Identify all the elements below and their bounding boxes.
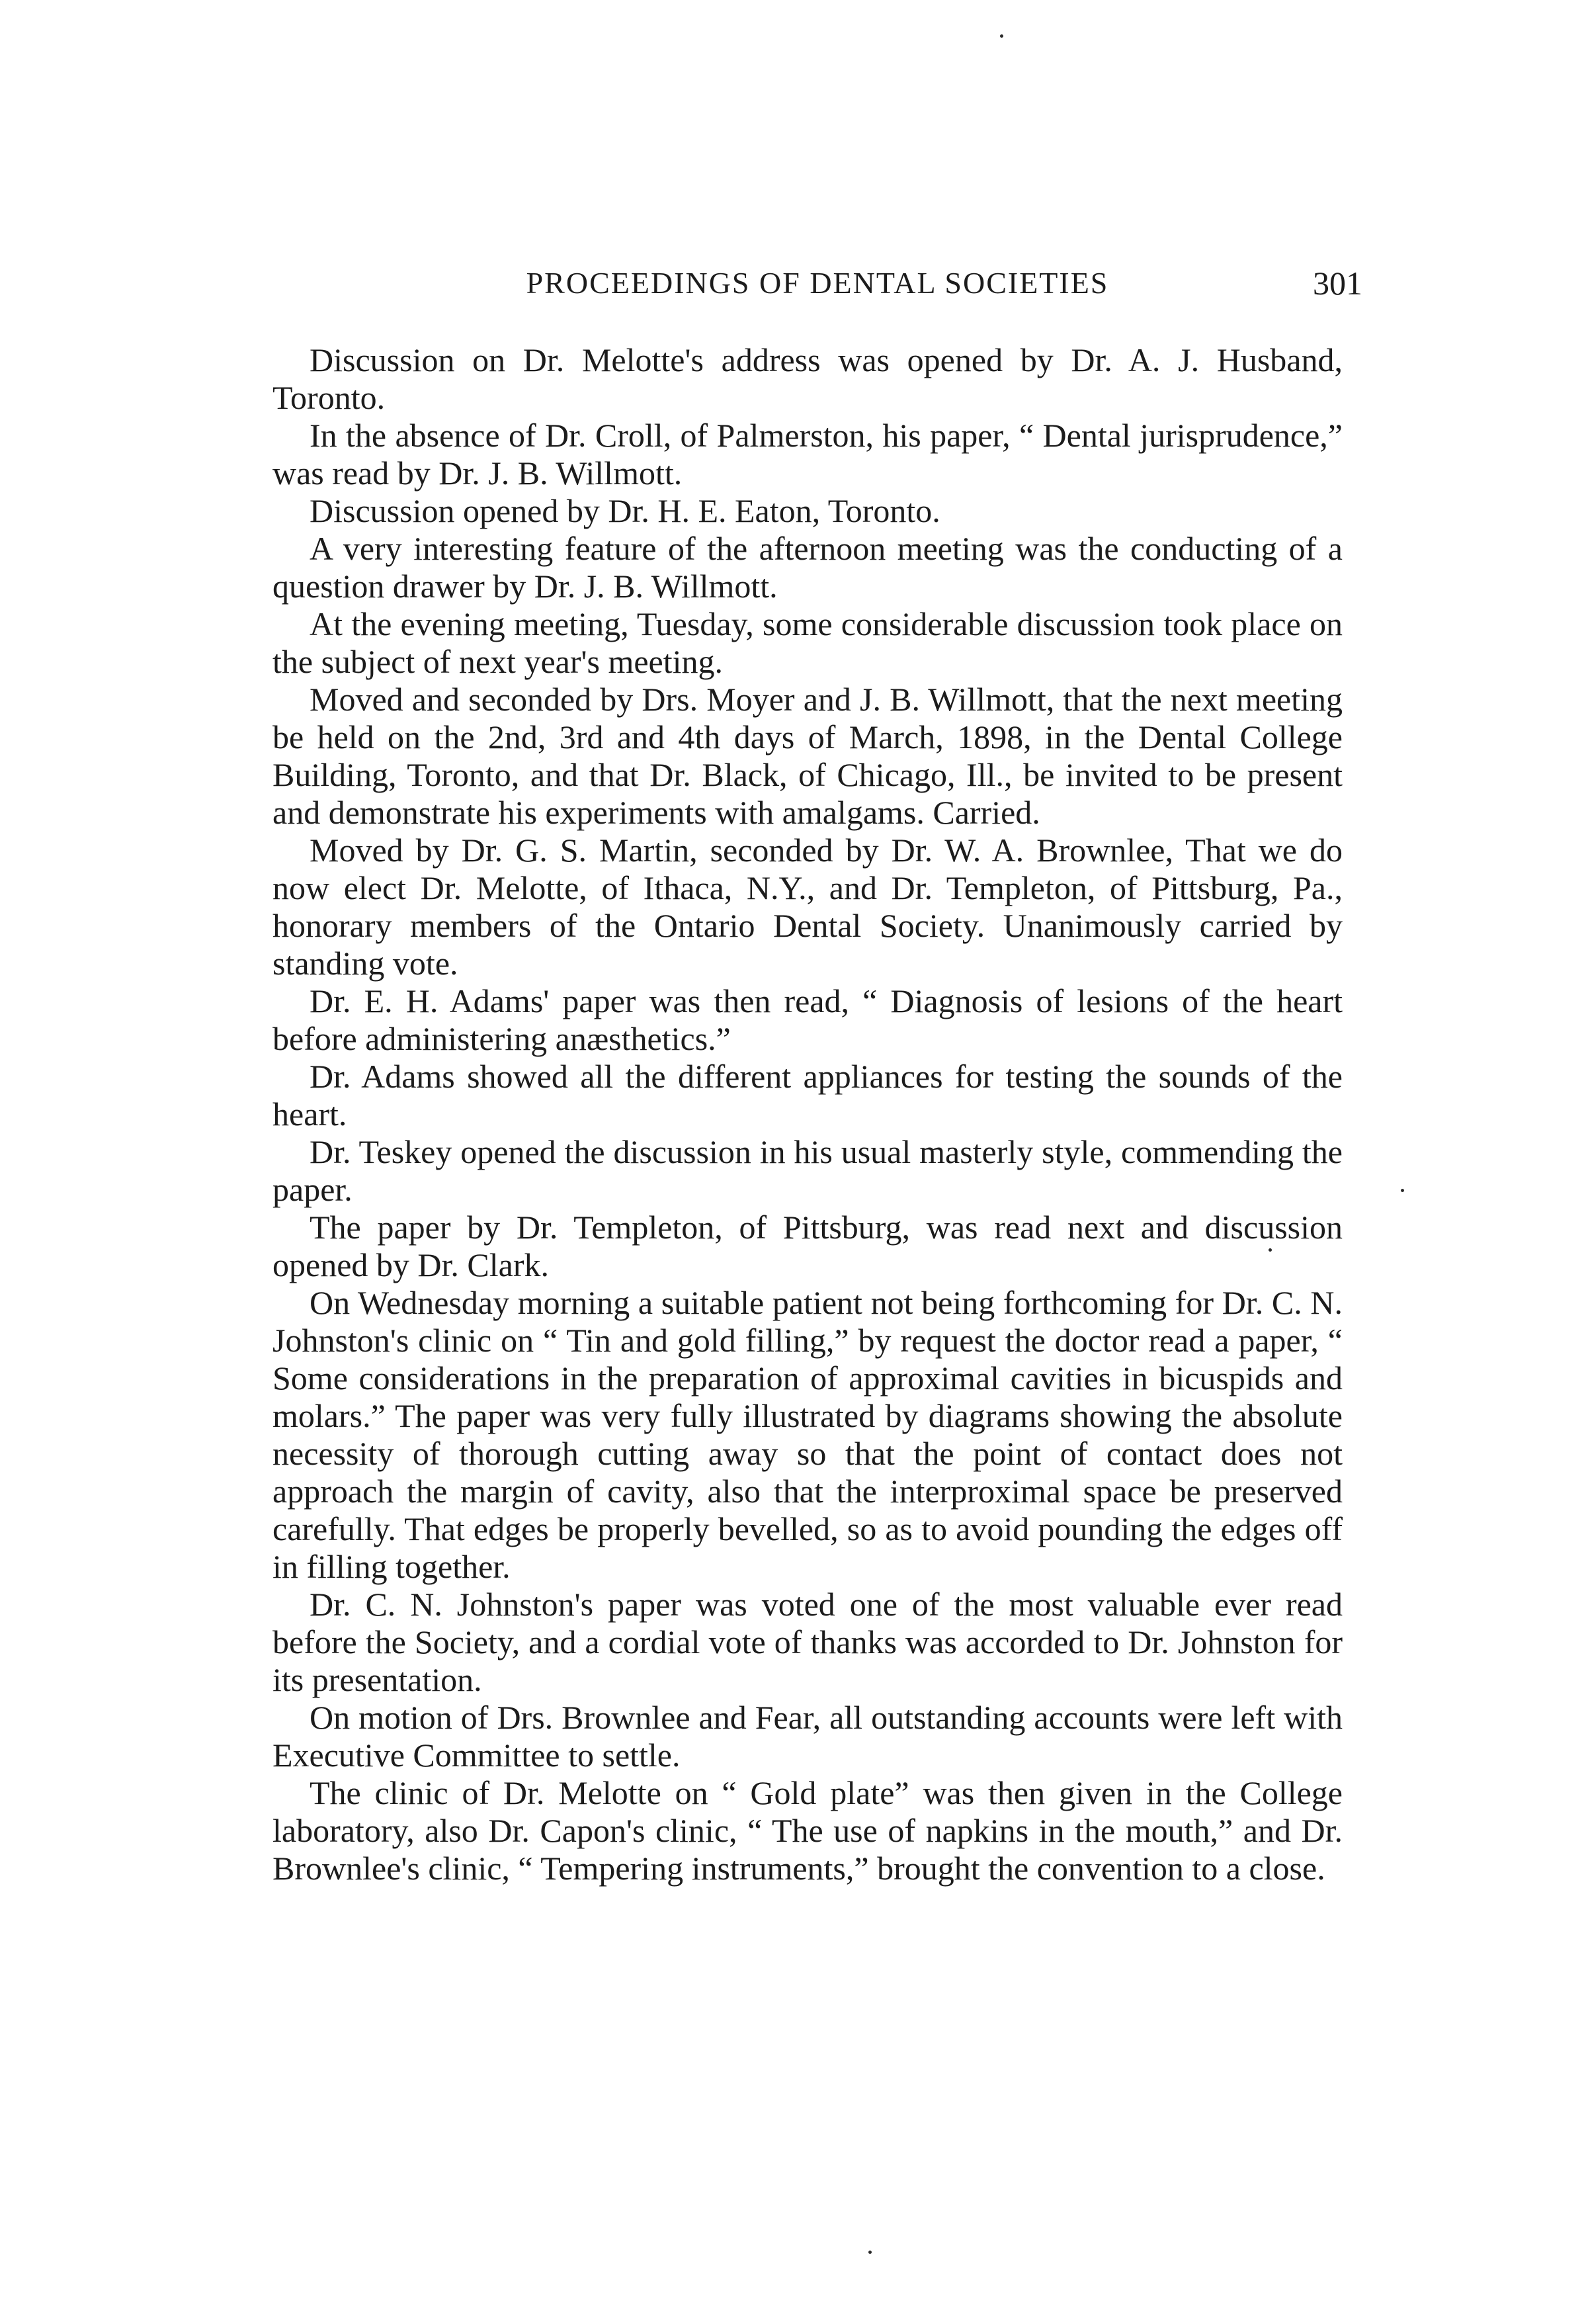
paragraph: A very interesting feature of the afternoon meeting was the conducting of a question drawer by Dr. J. B. Willmott. [272,530,1343,605]
paragraph: Dr. Teskey opened the discussion in his usual masterly style, commending the paper. [272,1133,1343,1208]
page-header [272,257,1362,310]
paragraph: At the evening meeting, Tuesday, some considerable discussion took place on the subject of next year's meeting. [272,605,1343,680]
paragraph: Moved by Dr. G. S. Martin, seconded by Dr. W. A. Brownlee, That we do now elect Dr. Melotte, of Ithaca, N.Y., and Dr. Templeton, of Pittsburg, Pa., honorary members of the Ontario Dental Society. Unanimously carried by standing vote. [272,832,1343,982]
print-speck [1000,34,1003,38]
paragraph: Discussion on Dr. Melotte's address was opened by Dr. A. J. Husband, Toronto. [272,341,1343,416]
body-text [272,341,1343,1887]
running-head: PROCEEDINGS OF DENTAL SOCIETIES [526,266,1109,300]
paragraph: Dr. Adams showed all the different appliances for testing the sounds of the heart. [272,1058,1343,1133]
paragraph: On Wednesday morning a suitable patient not being forthcoming for Dr. C. N. Johnston's clinic on “ Tin and gold filling,” by request the doctor read a paper, “ Some considerations in the preparation of approximal cavities in bicuspids and molars.” The paper was very fully illustrated by diagrams showing the absolute necessity of thorough cutting away so that the point of contact does not approach the margin of cavity, also that the interproximal space be preserved carefully. That edges be properly bevelled, so as to avoid pounding the edges off in filling together. [272,1284,1343,1585]
page-number: 301 [1313,265,1362,302]
paragraph: In the absence of Dr. Croll, of Palmerston, his paper, “ Dental jurisprudence,” was read by Dr. J. B. Willmott. [272,417,1343,492]
paragraph: The clinic of Dr. Melotte on “ Gold plate” was then given in the College laboratory, also Dr. Capon's clinic, “ The use of napkins in the mouth,” and Dr. Brownlee's clinic, “ Tempering instruments,” brought the convention to a close. [272,1774,1343,1887]
paragraph: Moved and seconded by Drs. Moyer and J. B. Willmott, that the next meeting be held on the 2nd, 3rd and 4th days of March, 1898, in the Dental College Building, Toronto, and that Dr. Black, of Chicago, Ill., be invited to be present and demonstrate his experiments with amalgams. Carried. [272,681,1343,831]
print-speck [1401,1189,1404,1192]
paragraph: Dr. E. H. Adams' paper was then read, “ Diagnosis of lesions of the heart before administering anæsthetics.” [272,982,1343,1057]
paragraph: The paper by Dr. Templeton, of Pittsburg, was read next and discussion opened by Dr. Clark. [272,1209,1343,1283]
paragraph: Dr. C. N. Johnston's paper was voted one of the most valuable ever read before the Society, and a cordial vote of thanks was accorded to Dr. Johnston for its presentation. [272,1586,1343,1698]
print-speck [868,2251,872,2254]
paragraph: On motion of Drs. Brownlee and Fear, all outstanding accounts were left with Executive Committee to settle. [272,1699,1343,1774]
paragraph: Discussion opened by Dr. H. E. Eaton, Toronto. [310,492,940,529]
